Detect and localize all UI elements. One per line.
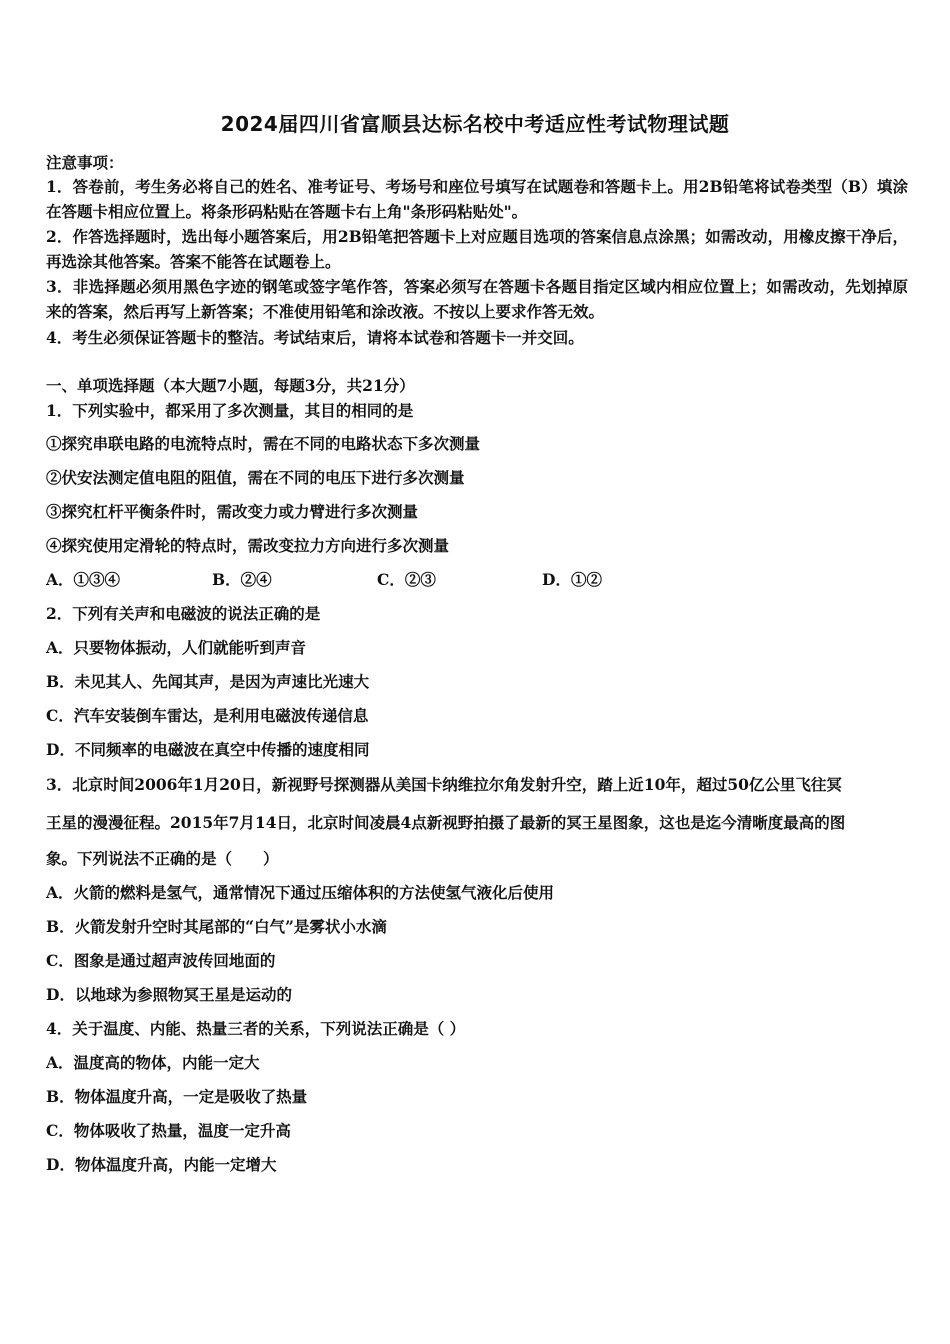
q1-stem: 1．下列实验中，都采用了多次测量，其目的相同的是 [46,401,414,420]
q1-item: ①探究串联电路的电流特点时，需在不同的电路状态下多次测量 [46,434,481,453]
q3-option-d: D．以地球为参照物冥王星是运动的 [46,985,292,1004]
q3-stem-line-2: 王星的漫漫征程。2015年7月14日，北京时间凌晨4点新视野拍摄了最新的冥王星图象，这也是迄今清晰度最高的图 [46,813,846,832]
q2-option-a: A．只要物体振动，人们就能听到声音 [46,638,307,657]
q1-option-c: C．②③ [377,570,436,589]
q3-stem-line-1: 3．北京时间2006年1月20日，新视野号探测器从美国卡纳维拉尔角发射升空，踏上近10年，超过50亿公里飞往冥 [46,775,842,794]
q3-option-b: B．火箭发射升空时其尾部的“白气”是雾状小水滴 [46,917,387,936]
q1-option-b: B．②④ [212,570,272,589]
q4-option-d: D．物体温度升高，内能一定增大 [46,1155,277,1174]
q4-option-c: C．物体吸收了热量，温度一定升高 [46,1121,291,1140]
q2-option-c: C．汽车安装倒车雷达，是利用电磁波传递信息 [46,706,369,725]
q2-option-b: B．未见其人、先闻其声，是因为声速比光速大 [46,672,370,691]
q2-option-d: D．不同频率的电磁波在真空中传播的速度相同 [46,740,370,759]
notice-item-3: 3．非选择题必须用黑色字迹的钢笔或签字笔作答，答案必须写在答题卡各题目指定区域内相应位置上；如需改动，先划掉原来的答案，然后再写上新答案；不准使用铅笔和涂改液。不按以上要求作答无效。 [46,277,908,321]
notice-item-1: 1．答卷前，考生务必将自己的姓名、准考证号、考场号和座位号填写在试题卷和答题卡上。用2B铅笔将试卷类型（B）填涂在答题卡相应位置上。将条形码粘贴在答题卡右上角"条形码粘贴处"。 [46,177,908,221]
q4-option-b: B．物体温度升高，一定是吸收了热量 [46,1087,308,1106]
notice-item-2: 2．作答选择题时，选出每小题答案后，用2B铅笔把答题卡上对应题目选项的答案信息点涂黑；如需改动，用橡皮擦干净后，再选涂其他答案。答案不能答在试题卷上。 [46,227,908,271]
q1-option-d: D．①② [542,570,602,589]
q3-option-c: C．图象是通过超声波传回地面的 [46,951,276,970]
q1-item: ②伏安法测定值电阻的阻值，需在不同的电压下进行多次测量 [46,468,465,487]
q1-item: ③探究杠杆平衡条件时，需改变力或力臂进行多次测量 [46,502,419,521]
q4-stem: 4．关于温度、内能、热量三者的关系，下列说法正确是（ ） [46,1019,466,1038]
q1-option-a: A．①③④ [46,570,121,589]
notice-item-4: 4．考生必须保证答题卡的整洁。考试结束后，请将本试卷和答题卡一并交回。 [46,328,584,347]
q1-item: ④探究使用定滑轮的特点时，需改变拉力方向进行多次测量 [46,536,450,555]
q3-stem-line-3: 象。下列说法不正确的是（ ） [46,849,279,868]
notice-heading: 注意事项： [46,153,124,172]
q4-option-a: A．温度高的物体，内能一定大 [46,1053,260,1072]
section-heading: 一、单项选择题（本大题7小题，每题3分，共21分） [46,376,415,395]
page-title: 2024届四川省富顺县达标名校中考适应性考试物理试题 [220,112,730,136]
q3-option-a: A．火箭的燃料是氢气，通常情况下通过压缩体积的方法使氢气液化后使用 [46,883,555,902]
q2-stem: 2．下列有关声和电磁波的说法正确的是 [46,604,321,623]
